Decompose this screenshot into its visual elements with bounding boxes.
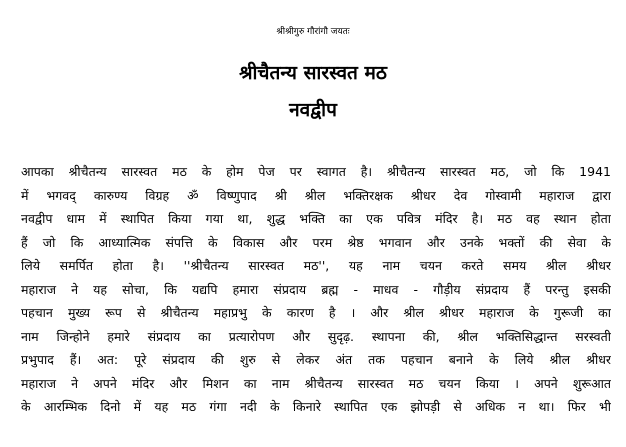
paragraph-line: पहचान मुख्य रूप से श्रीचैतन्य महाप्रभु के कारण है । और श्रील श्रीधर महाराज के गुरूजी का <box>21 305 611 320</box>
paragraph-line: प्रभुपाद हैं। अत: पूरे संप्रदाय की शुरु से लेकर अंत तक पहचान बनाने के लिये श्रील श्रीधर <box>21 352 611 367</box>
paragraph-line: आपका श्रीचैतन्य सारस्वत मठ के होम पेज पर स्वागत है। श्रीचैतन्य सारस्वत मठ, जो कि 1941 <box>21 164 611 179</box>
paragraph-line: महाराज ने यह सोचा, कि यद्यपि हमारा संप्रदाय ब्रह्म - माधव - गौड़ीय संप्रदाय हैं परन्तु इसकी <box>21 281 611 297</box>
page-subtitle: नवद्वीप <box>289 99 337 121</box>
page-title: श्रीचैतन्य सारस्वत मठ <box>239 62 387 84</box>
paragraph-line: नवद्वीप धाम में स्थापित किया गया था, शुद्ध भक्ति का एक पवित्र मंदिर है। मठ वह स्थान होता <box>21 211 611 226</box>
paragraph-line: के आरम्भिक दिनो में यह मठ गंगा नदी के किनारे स्थापित एक झोपड़ी से अधिक न था। फिर भी <box>21 399 611 414</box>
paragraph-line: लिये समर्पित होता है। ''श्रीचैतन्य सारस्वत मठ'', यह नाम चयन करते समय श्रील श्रीधर <box>21 258 611 273</box>
paragraph-line: नाम जिन्होने हमारे संप्रदाय का प्रत्यारोपण और सुदृढ़. स्थापना की, श्रील भक्तिसिद्धान्त सरस्वती <box>21 328 611 344</box>
paragraph-line: हैं जो कि आध्यात्मिक संपत्ति के विकास और परम श्रेष्ठ भगवान और उनके भक्तों की सेवा के <box>21 234 611 250</box>
paragraph-line: महाराज ने अपने मंदिर और मिशन का नाम श्रीचैतन्य सारस्वत मठ चयन किया । अपने शुरूआत <box>21 375 611 391</box>
welcome-paragraph <box>21 160 611 419</box>
invocation-line: श्रीश्रीगुरु गौरांगौ जयतः <box>276 27 350 37</box>
paragraph-line: में भगवद् कारुण्य विग्रह ॐ विष्णुपाद श्री श्रील भक्तिरक्षक श्रीधर देव गोस्वामी महाराज द्वारा <box>21 187 611 203</box>
